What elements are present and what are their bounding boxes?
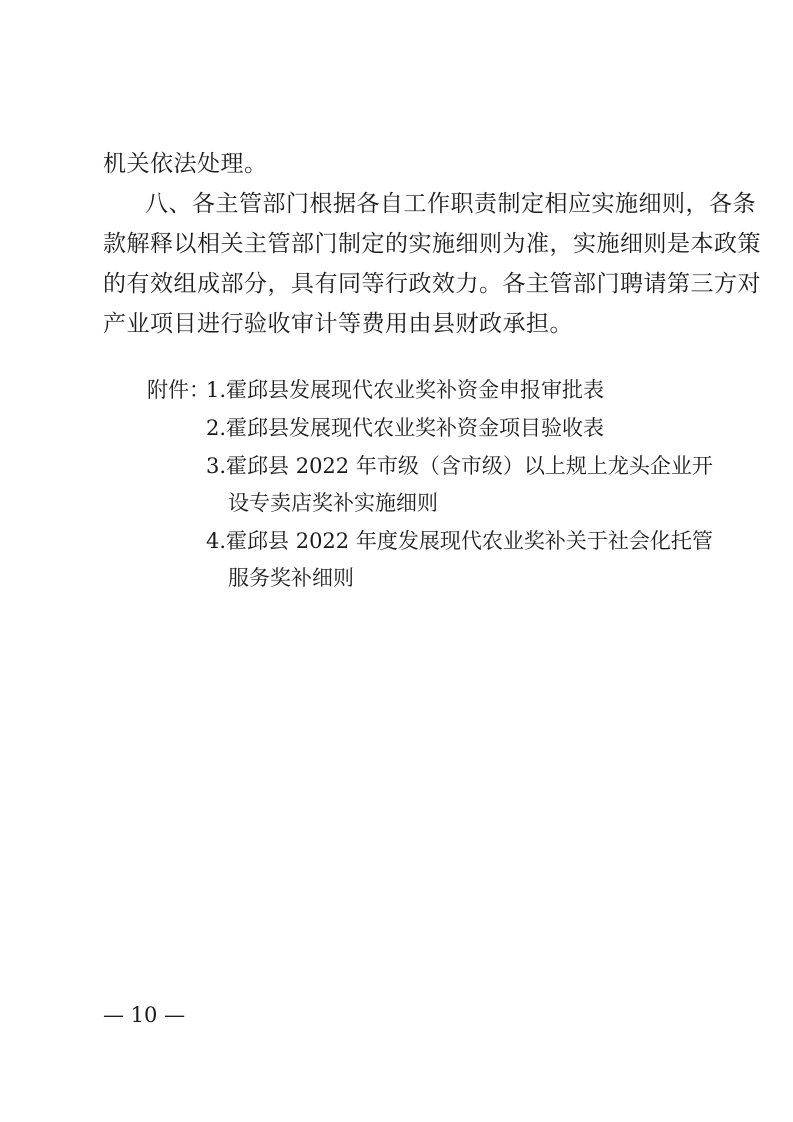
attachments-label: 附件： <box>147 378 210 402</box>
attachment-item-3: 3.霍邱县 2022 年市级（含市级）以上规上龙头企业开 <box>206 454 713 478</box>
attachment-item-3-cont: 设专卖店奖补实施细则 <box>228 491 438 515</box>
body-line-3: 款解释以相关主管部门制定的实施细则为准，实施细则是本政策 <box>103 231 761 257</box>
attachment-item-1: 1.霍邱县发展现代农业奖补资金申报审批表 <box>206 378 605 402</box>
body-line-1: 机关依法处理。 <box>103 151 268 177</box>
attachment-item-4-cont: 服务奖补细则 <box>228 566 354 590</box>
attachment-item-2: 2.霍邱县发展现代农业奖补资金项目验收表 <box>206 416 605 440</box>
body-line-5: 产业项目进行验收审计等费用由县财政承担。 <box>103 311 573 337</box>
attachment-item-4: 4.霍邱县 2022 年度发展现代农业奖补关于社会化托管 <box>206 529 713 553</box>
body-line-4: 的有效组成部分，具有同等行政效力。各主管部门聘请第三方对 <box>103 271 761 297</box>
body-line-2: 八、各主管部门根据各自工作职责制定相应实施细则，各条 <box>145 191 756 217</box>
page-number: — 10 — <box>103 1003 186 1027</box>
